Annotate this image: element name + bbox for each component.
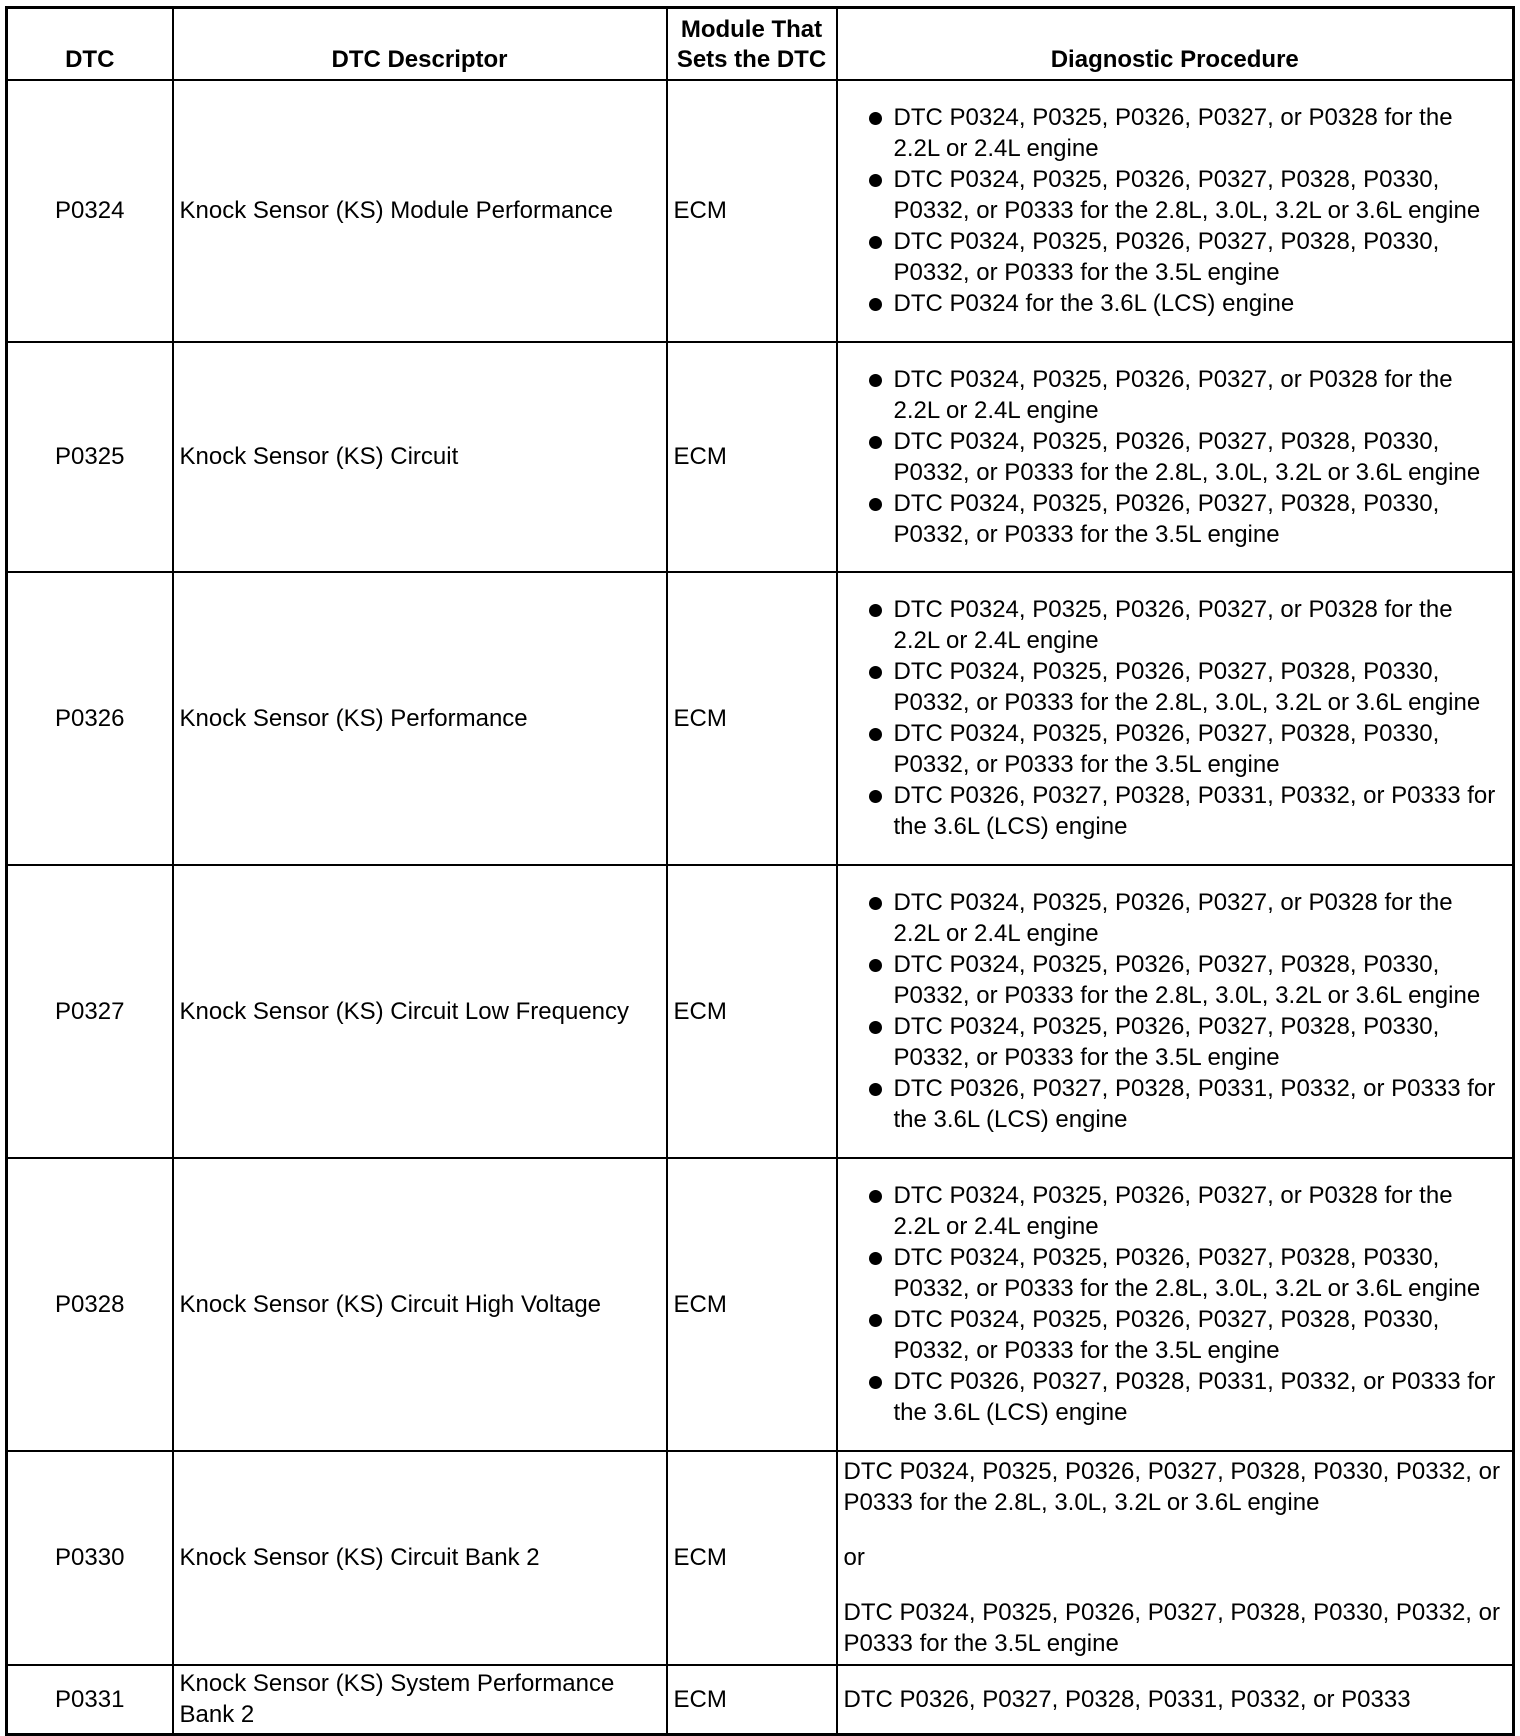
procedure-list-item: DTC P0324, P0325, P0326, P0327, P0328, P0330, P0332, or P0333 for the 3.5L engine	[844, 1304, 1503, 1366]
procedure-list-item: DTC P0324, P0325, P0326, P0327, P0328, P0330, P0332, or P0333 for the 2.8L, 3.0L, 3.2L or 3.6L engine	[844, 426, 1503, 488]
procedure-list-item: DTC P0324, P0325, P0326, P0327, P0328, P0330, P0332, or P0333 for the 3.5L engine	[844, 718, 1503, 780]
module-name: ECM	[667, 572, 837, 865]
header-module: Module That Sets the DTC	[667, 8, 837, 80]
diagnostic-procedure	[837, 1158, 1514, 1451]
header-procedure: Diagnostic Procedure	[837, 8, 1514, 80]
procedure-list-item: DTC P0326, P0327, P0328, P0331, P0332, or P0333 for the 3.6L (LCS) engine	[844, 1366, 1503, 1428]
dtc-code: P0327	[7, 865, 173, 1158]
module-name: ECM	[667, 80, 837, 342]
procedure-list-item: DTC P0324, P0325, P0326, P0327, or P0328 for the 2.2L or 2.4L engine	[844, 102, 1503, 164]
diagnostic-procedure	[837, 572, 1514, 865]
table-body	[7, 80, 1514, 1735]
procedure-list-item: DTC P0324, P0325, P0326, P0327, or P0328 for the 2.2L or 2.4L engine	[844, 364, 1503, 426]
header-descriptor: DTC Descriptor	[173, 8, 667, 80]
diagnostic-procedure	[837, 1665, 1514, 1735]
procedure-list-item: DTC P0324, P0325, P0326, P0327, P0328, P0330, P0332, or P0333 for the 2.8L, 3.0L, 3.2L or 3.6L engine	[844, 949, 1503, 1011]
procedure-list-item: DTC P0324, P0325, P0326, P0327, P0328, P0330, P0332, or P0333 for the 2.8L, 3.0L, 3.2L or 3.6L engine	[844, 1242, 1503, 1304]
procedure-paragraph: DTC P0326, P0327, P0328, P0331, P0332, or P0333	[843, 1685, 1411, 1713]
module-name: ECM	[667, 1665, 837, 1735]
procedure-paragraph: DTC P0324, P0325, P0326, P0327, P0328, P0330, P0332, or P0333 for the 3.5L engine	[843, 1599, 1500, 1657]
table-row	[7, 1665, 1514, 1735]
procedure-list	[844, 102, 1503, 319]
procedure-paragraph: or	[843, 1544, 865, 1571]
header-dtc: DTC	[7, 8, 173, 80]
procedure-list-item: DTC P0324, P0325, P0326, P0327, or P0328 for the 2.2L or 2.4L engine	[844, 594, 1503, 656]
table-row	[7, 80, 1514, 342]
table-row	[7, 865, 1514, 1158]
dtc-descriptor: Knock Sensor (KS) Circuit Low Frequency	[173, 865, 667, 1158]
dtc-descriptor: Knock Sensor (KS) Circuit High Voltage	[173, 1158, 667, 1451]
dtc-code: P0328	[7, 1158, 173, 1451]
procedure-list-item: DTC P0324, P0325, P0326, P0327, P0328, P0330, P0332, or P0333 for the 2.8L, 3.0L, 3.2L or 3.6L engine	[844, 164, 1503, 226]
dtc-code: P0326	[7, 572, 173, 865]
procedure-list	[844, 594, 1503, 842]
table-row	[7, 572, 1514, 865]
procedure-list	[844, 1180, 1503, 1428]
diagnostic-procedure	[837, 80, 1514, 342]
procedure-list-item: DTC P0324, P0325, P0326, P0327, P0328, P0330, P0332, or P0333 for the 2.8L, 3.0L, 3.2L or 3.6L engine	[844, 656, 1503, 718]
procedure-list-item: DTC P0324, P0325, P0326, P0327, P0328, P0330, P0332, or P0333 for the 3.5L engine	[844, 226, 1503, 288]
dtc-descriptor: Knock Sensor (KS) System Performance Bank 2	[173, 1665, 667, 1735]
procedure-paragraph: DTC P0324, P0325, P0326, P0327, P0328, P0330, P0332, or P0333 for the 2.8L, 3.0L, 3.2L or 3.6L engine	[843, 1458, 1500, 1516]
diagnostic-procedure	[837, 342, 1514, 572]
table-row	[7, 1451, 1514, 1665]
dtc-descriptor: Knock Sensor (KS) Performance	[173, 572, 667, 865]
dtc-code: P0324	[7, 80, 173, 342]
procedure-list	[844, 364, 1503, 550]
procedure-list-item: DTC P0324 for the 3.6L (LCS) engine	[844, 288, 1503, 319]
diagnostic-procedure	[837, 865, 1514, 1158]
dtc-table	[5, 6, 1515, 1736]
dtc-code: P0330	[7, 1451, 173, 1665]
procedure-list-item: DTC P0326, P0327, P0328, P0331, P0332, or P0333 for the 3.6L (LCS) engine	[844, 780, 1503, 842]
procedure-list-item: DTC P0324, P0325, P0326, P0327, or P0328 for the 2.2L or 2.4L engine	[844, 887, 1503, 949]
module-name: ECM	[667, 342, 837, 572]
table-row	[7, 1158, 1514, 1451]
procedure-list-item: DTC P0324, P0325, P0326, P0327, P0328, P0330, P0332, or P0333 for the 3.5L engine	[844, 488, 1503, 550]
diagnostic-procedure	[837, 1451, 1514, 1665]
dtc-descriptor: Knock Sensor (KS) Circuit Bank 2	[173, 1451, 667, 1665]
module-name: ECM	[667, 1158, 837, 1451]
table-row	[7, 342, 1514, 572]
procedure-list-item: DTC P0324, P0325, P0326, P0327, P0328, P0330, P0332, or P0333 for the 3.5L engine	[844, 1011, 1503, 1073]
module-name: ECM	[667, 865, 837, 1158]
module-name: ECM	[667, 1451, 837, 1665]
procedure-list-item: DTC P0324, P0325, P0326, P0327, or P0328 for the 2.2L or 2.4L engine	[844, 1180, 1503, 1242]
dtc-descriptor: Knock Sensor (KS) Circuit	[173, 342, 667, 572]
table-header-row	[7, 8, 1514, 80]
procedure-list	[844, 887, 1503, 1135]
procedure-list-item: DTC P0326, P0327, P0328, P0331, P0332, or P0333 for the 3.6L (LCS) engine	[844, 1073, 1503, 1135]
dtc-descriptor: Knock Sensor (KS) Module Performance	[173, 80, 667, 342]
dtc-code: P0331	[7, 1665, 173, 1735]
dtc-code: P0325	[7, 342, 173, 572]
